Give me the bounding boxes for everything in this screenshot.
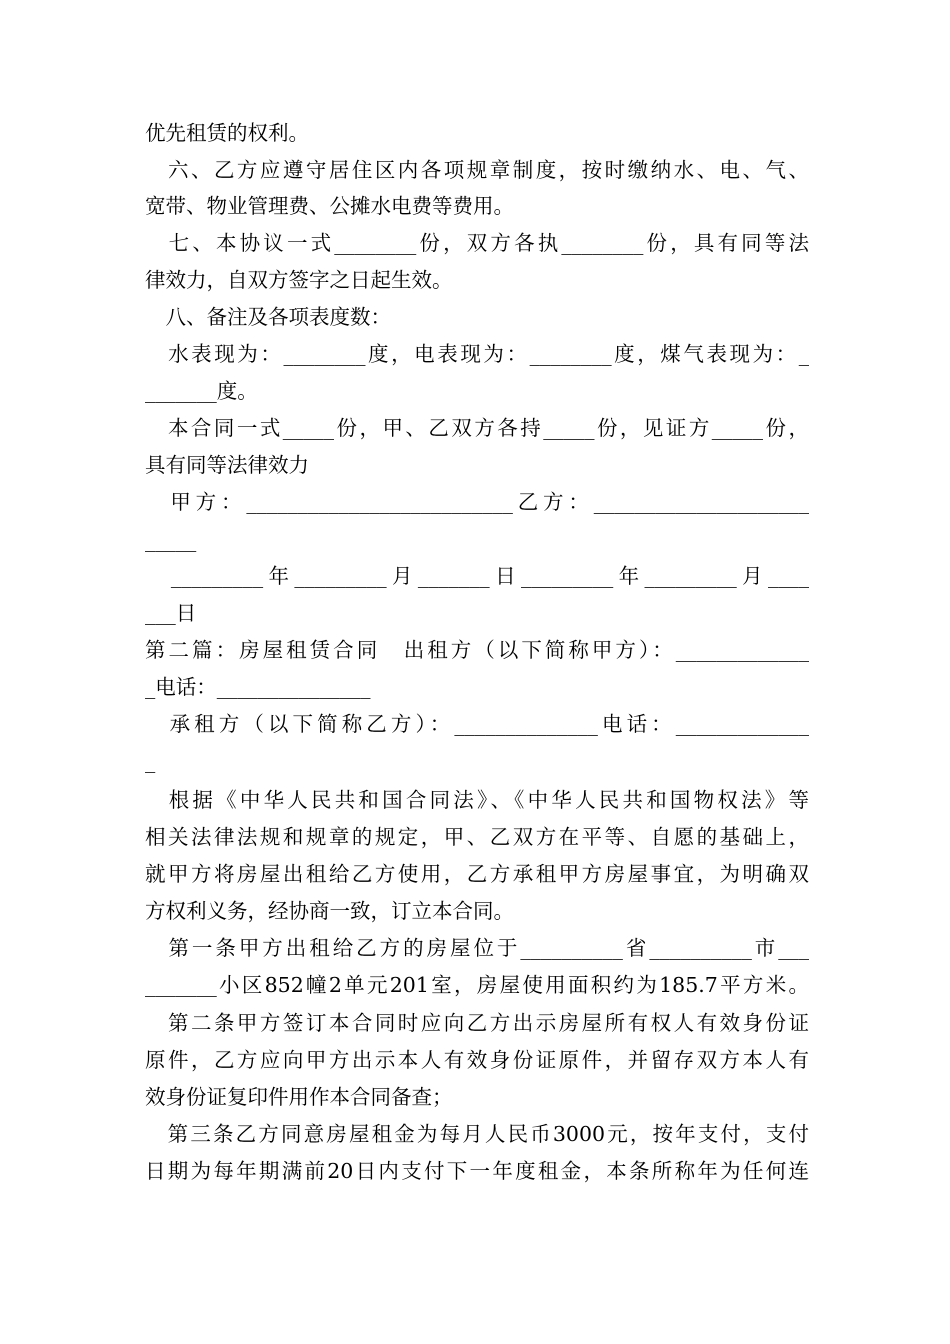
text-line: 第二条甲方签订本合同时应向乙方出示房屋所有权人有效身份证	[145, 1011, 809, 1035]
text-line: 第三条乙方同意房屋租金为每月人民币3000元，按年支付，支付	[145, 1122, 809, 1146]
text-line: _____	[145, 528, 197, 552]
text-line: 日期为每年期满前20日内支付下一年度租金，本条所称年为任何连	[145, 1159, 809, 1183]
text-line: 六、乙方应遵守居住区内各项规章制度，按时缴纳水、电、气、	[145, 158, 809, 182]
text-line: 原件，乙方应向甲方出示本人有效身份证原件，并留存双方本人有	[145, 1048, 809, 1072]
text-line: 水表现为：________度，电表现为：________度，煤气表现为：_	[145, 342, 809, 366]
text-line: 根据《中华人民共和国合同法》、《中华人民共和国物权法》等	[145, 788, 809, 812]
text-line: 就甲方将房屋出租给乙方使用，乙方承租甲方房屋事宜，为明确双	[145, 862, 809, 886]
text-line: 优先租赁的权利。	[145, 121, 309, 145]
text-line: 七、本协议一式________份，双方各执________份，具有同等法	[145, 231, 809, 255]
text-line: 律效力，自双方签字之日起生效。	[145, 268, 453, 292]
text-line: 宽带、物业管理费、公摊水电费等费用。	[145, 194, 514, 218]
text-line: ___日	[145, 601, 197, 625]
text-line: _______度。	[145, 379, 258, 403]
text-line: 承租方（以下简称乙方）：______________电话：_____________	[145, 712, 809, 736]
text-line: 方权利义务，经协商一致，订立本合同。	[145, 899, 514, 923]
section-heading: 第二篇：房屋租赁合同 出租方（以下简称甲方）：_____________	[145, 638, 809, 662]
text-line: 相关法律法规和规章的规定，甲、乙双方在平等、自愿的基础上，	[145, 825, 809, 849]
text-line: 效身份证复印件用作本合同备查；	[145, 1085, 453, 1109]
text-line: _电话：_______________	[145, 675, 371, 699]
signature-line: 甲方：__________________________乙方：_____________________	[145, 490, 809, 514]
text-line: _______小区852幢2单元201室，房屋使用面积约为185.7平方米。	[145, 973, 809, 997]
date-line: _________年_________月_______日_________年_________月____	[145, 564, 809, 588]
text-line: 具有同等法律效力	[145, 453, 309, 477]
text-line: 第一条甲方出租给乙方的房屋位于__________省__________市___	[145, 936, 809, 960]
text-line: 八、备注及各项表度数：	[145, 305, 391, 329]
text-line: _	[145, 749, 156, 773]
text-line: 本合同一式_____份，甲、乙双方各持_____份，见证方_____份，	[145, 416, 809, 440]
